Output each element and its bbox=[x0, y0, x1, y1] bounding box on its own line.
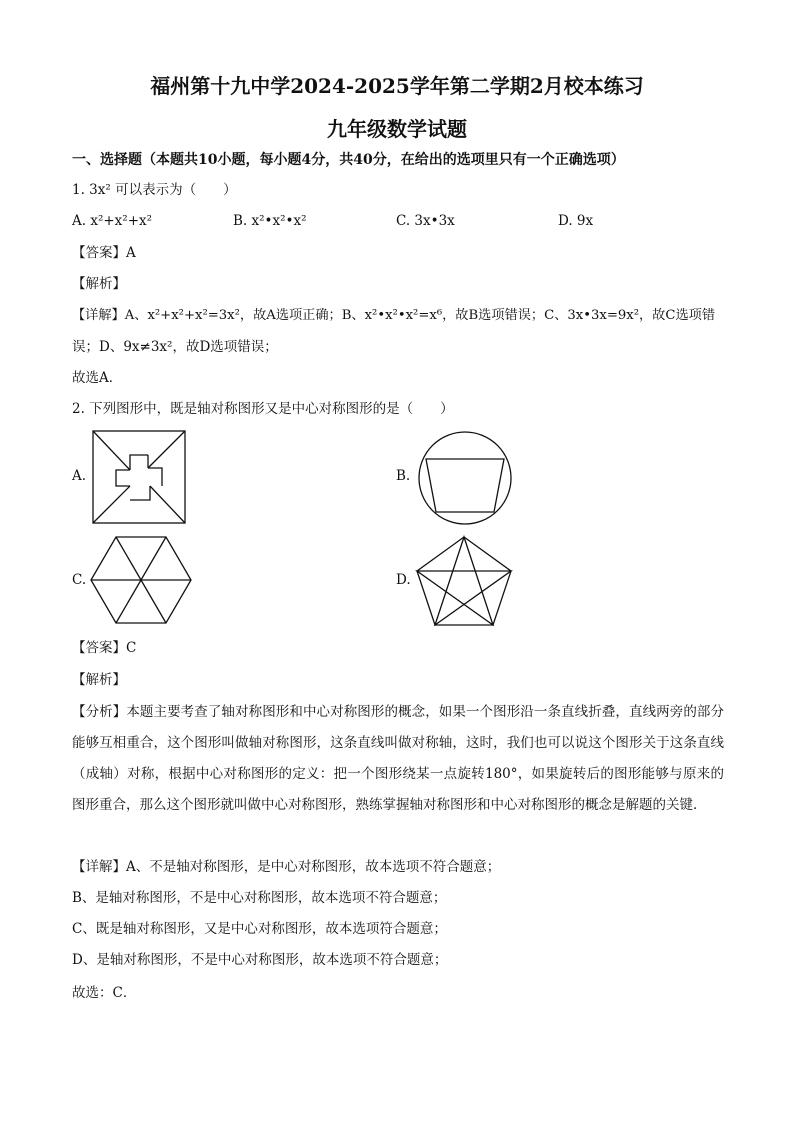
q2-detail-c: C、既是轴对称图形，又是中心对称图形，故本选项符合题意； bbox=[72, 921, 447, 937]
q2-detail-b: B、是轴对称图形，不是中心对称图形，故本选项不符合题意； bbox=[72, 890, 447, 906]
q2-answer: 【答案】C bbox=[72, 640, 137, 656]
q1-analysis-label: 【解析】 bbox=[72, 276, 126, 292]
q1-option-d: D. 9x bbox=[558, 213, 594, 229]
q1-option-a: A. x²+x²+x² bbox=[72, 213, 153, 229]
q2-detail-a: 【详解】A、不是轴对称图形，是中心对称图形，故本选项不符合题意； bbox=[72, 859, 501, 875]
section-heading: 一、选择题（本题共10小题，每小题4分，共40分，在给出的选项里只有一个正确选项） bbox=[72, 152, 625, 168]
q2-detail-d: D、是轴对称图形，不是中心对称图形，故本选项不符合题意； bbox=[72, 952, 448, 968]
circle-trapezoid-figure bbox=[414, 430, 516, 526]
q1-detail-line2: 误；D、9x≠3x²，故D选项错误； bbox=[72, 339, 278, 355]
q2-label-d: D. bbox=[396, 572, 411, 588]
q2-fenxi: 【分析】本题主要考查了轴对称图形和中心对称图形的概念，如果一个图形沿一条直线折叠，直线两旁的部分能够互相重合，这个图形叫做轴对称图形，这条直线叫做对称轴，这时，我们也可以说这个图形关于这条直线（成轴）对称，根据中心对称图形的定义：把一个图形绕某一点旋转180°，如果旋转后的图形能够与原来的图形重合，那么这个图形就叫做中心对称图形，熟练掌握轴对称图形和中心对称图形的概念是解题的关键． bbox=[72, 704, 724, 813]
q2-stem: 2. 下列图形中，既是轴对称图形又是中心对称图形的是（ ） bbox=[72, 401, 454, 417]
document-subtitle: 九年级数学试题 bbox=[327, 117, 467, 141]
q1-stem: 1. 3x² 可以表示为（ ） bbox=[72, 182, 237, 198]
q1-option-c: C. 3x•3x bbox=[396, 213, 455, 229]
document-title: 福州第十九中学2024-2025学年第二学期2月校本练习 bbox=[150, 74, 644, 98]
q1-conclusion: 故选A． bbox=[72, 370, 123, 386]
q2-label-b: B. bbox=[396, 468, 411, 484]
q2-label-a: A. bbox=[72, 468, 87, 484]
q1-detail-line1: 【详解】A、x²+x²+x²=3x²，故A选项正确；B、x²•x²•x²=x⁶，故B选项错误；C、3x•3x=9x²，故C选项错 bbox=[72, 308, 716, 323]
q2-analysis-label: 【解析】 bbox=[72, 672, 126, 688]
hexagon-figure bbox=[90, 536, 192, 624]
q2-label-c: C. bbox=[72, 572, 87, 588]
q2-conclusion: 故选：C． bbox=[72, 985, 137, 1001]
pinwheel-square-figure bbox=[92, 430, 186, 524]
q1-answer: 【答案】A bbox=[72, 245, 136, 261]
q1-option-b: B. x²•x²•x² bbox=[233, 213, 307, 229]
pentagon-star-figure bbox=[414, 534, 514, 626]
